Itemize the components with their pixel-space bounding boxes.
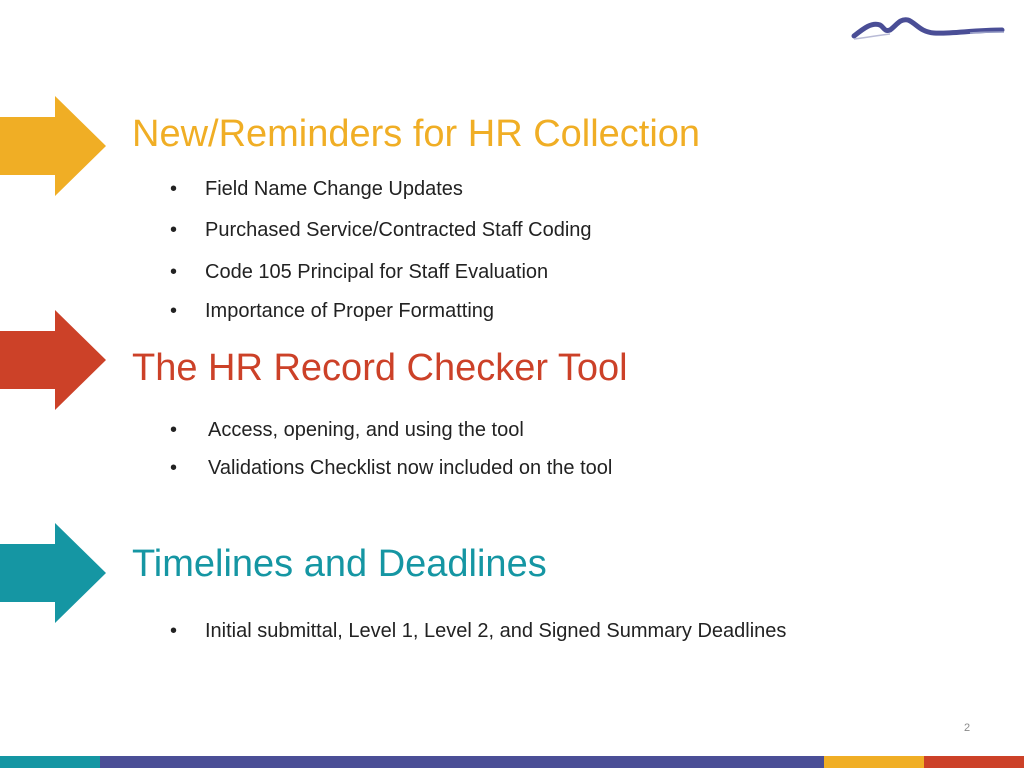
bullet-dot: • bbox=[170, 457, 178, 479]
bullet-dot: • bbox=[170, 178, 178, 200]
bar-segment-teal bbox=[0, 756, 100, 768]
page-number: 2 bbox=[964, 722, 971, 734]
bullet-text: Field Name Change Updates bbox=[205, 178, 463, 200]
bullet-dot: • bbox=[170, 261, 178, 283]
bottom-color-bar bbox=[0, 756, 1024, 768]
bullet-text: Purchased Service/Contracted Staff Coding bbox=[205, 219, 592, 241]
section-2-arrow-icon bbox=[0, 310, 106, 410]
bullet-text: Initial submittal, Level 1, Level 2, and Signed Summary Deadlines bbox=[205, 620, 787, 642]
bullet-text: Code 105 Principal for Staff Evaluation bbox=[205, 261, 549, 283]
bullet-text: Validations Checklist now included on the tool bbox=[208, 457, 613, 479]
bullet-dot: • bbox=[170, 620, 178, 642]
section-2-heading: The HR Record Checker Tool bbox=[132, 347, 628, 389]
bullet-text: Access, opening, and using the tool bbox=[208, 419, 524, 441]
bar-segment-navy bbox=[100, 756, 824, 768]
bullet-dot: • bbox=[170, 219, 178, 241]
section-3-arrow-icon bbox=[0, 523, 106, 623]
bullet-dot: • bbox=[170, 419, 178, 441]
bar-segment-gold bbox=[824, 756, 924, 768]
logo-mountain-icon bbox=[850, 12, 1010, 42]
section-3-heading: Timelines and Deadlines bbox=[132, 543, 547, 585]
bullet-text: Importance of Proper Formatting bbox=[205, 300, 495, 322]
section-1-heading: New/Reminders for HR Collection bbox=[132, 113, 701, 155]
section-1-arrow-icon bbox=[0, 96, 106, 196]
bullet-dot: • bbox=[170, 300, 178, 322]
bar-segment-red bbox=[924, 756, 1024, 768]
